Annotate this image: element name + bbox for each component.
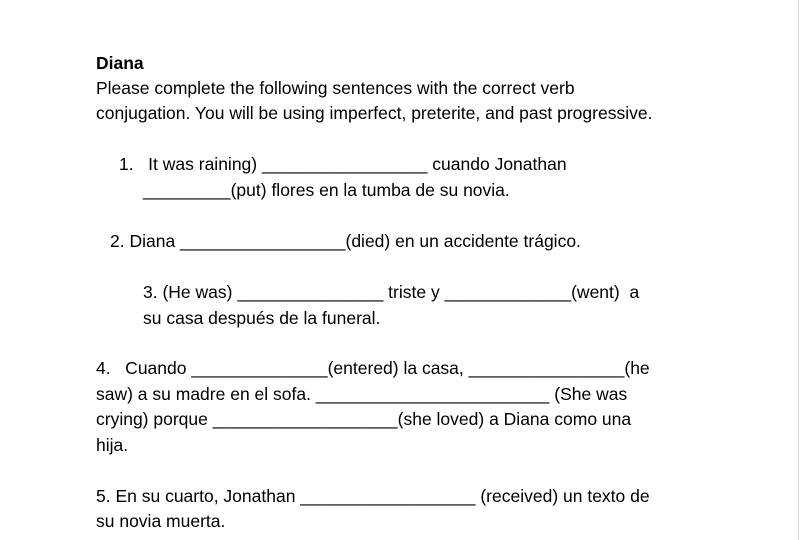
question-3-line: 3. (He was) _______________ triste y _____________(went) a (143, 282, 640, 302)
question-4-line: 4. Cuando ______________(entered) la casa, ________________(he (96, 358, 650, 378)
question-4-line: saw) a su madre en el sofa. ________________________ (She was (96, 384, 628, 404)
instructions-line: conjugation. You will be using imperfect, preterite, and past progressive. (96, 103, 653, 123)
question-5-line: su novia muerta. (96, 511, 226, 531)
instructions-line: Please complete the following sentences with the correct verb (96, 78, 575, 98)
question-2-line: 2. Diana _________________(died) en un accidente trágico. (110, 231, 581, 251)
worksheet-title: Diana (96, 53, 144, 73)
question-3-line: su casa después de la funeral. (143, 308, 381, 328)
question-5-line: 5. En su cuarto, Jonathan __________________ (received) un texto de (96, 486, 650, 506)
question-4-line: crying) porque ___________________(she loved) a Diana como una (96, 409, 632, 429)
question-4-line: hija. (96, 435, 129, 455)
question-1-line: 1. It was raining) _________________ cuando Jonathan (119, 154, 567, 174)
question-1-line: _________(put) flores en la tumba de su novia. (143, 180, 510, 200)
